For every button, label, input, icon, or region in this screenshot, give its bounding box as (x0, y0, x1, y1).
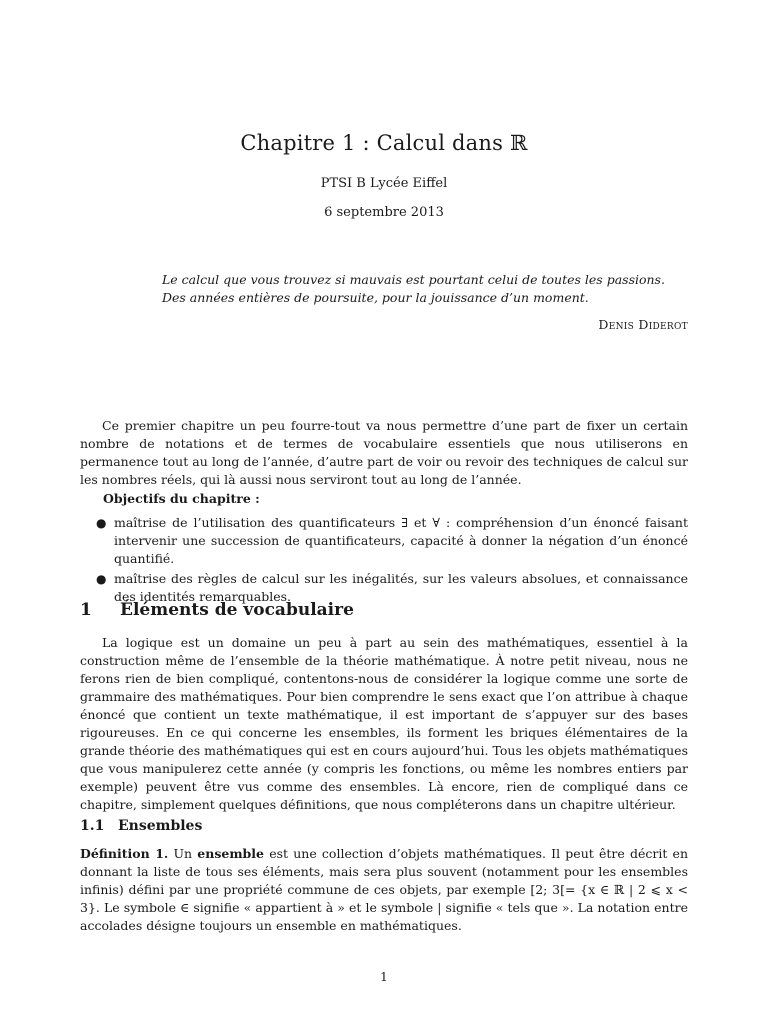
section-title: Éléments de vocabulaire (120, 600, 354, 620)
definition-paragraph (80, 845, 688, 935)
definition-pre: Un (173, 846, 193, 861)
section-number: 1 (80, 600, 92, 620)
intro-paragraph: Ce premier chapitre un peu fourre-tout va nous permettre d’une part de fixer un certain nombre de notations et de termes de vocabulaire essentiels que nous utiliserons en permanence tout au long de l’année, d’autre part de voir ou revoir des techniques de calcul sur les nombres réels, qui là aussi nous serviront tout au long de l’année. (80, 418, 688, 487)
epigraph-line-2: Des années entières de poursuite, pour la jouissance d’un moment. (162, 290, 589, 305)
page-number: 1 (380, 970, 388, 984)
section-paragraph: La logique est un domaine un peu à part au sein des mathématiques, essentiel à la construction même de l’ensemble de la théorie mathématique. À notre petit niveau, nous ne ferons rien de bien compliqué, contentons-nous de considérer la logique comme une sorte de grammaire des mathématiques. Pour bien comprendre le sens exact que l’on attribue à chaque énoncé que contient un texte mathématique, il est important de s’appuyer sur des bases rigoureuses. En ce qui concerne les ensembles, ils forment les briques élémentaires de la grande théorie des mathématiques qui est en cours aujourd’hui. Tous les objets mathématiques que vous manipulerez cette année (y compris les fonctions, ou même les nombres entiers par exemple) peuvent être vus comme des ensembles. Là encore, rien de compliqué dans ce chapitre, simplement quelques définitions, que nous compléterons dans un chapitre ultérieur. (80, 635, 688, 812)
author-line: PTSI B Lycée Eiffel (320, 176, 448, 191)
epigraph-quote (162, 271, 702, 307)
objectives-heading: Objectifs du chapitre : (103, 491, 260, 506)
epigraph-attribution: Denis Diderot (598, 317, 688, 332)
objective-text: maîtrise des règles de calcul sur les inégalités, sur les valeurs absolues, et connaissance des identités remarquables. (114, 571, 688, 604)
date-line: 6 septembre 2013 (324, 205, 444, 220)
objective-text: maîtrise de l’utilisation des quantificateurs ∃ et ∀ : compréhension d’un énoncé faisant intervenir une succession de quantificateurs, capacité à donner la négation d’un énoncé quantifié. (114, 515, 688, 566)
definition-term: ensemble (197, 846, 264, 861)
definition-text: est une collection d’objets mathématiques. Il peut être décrit en donnant la liste de tous ses éléments, mais sera plus souvent (notamment pour les ensembles infinis) défini par une propriété commune de ces objets, par exemple [2; 3[= {x ∈ ℝ | 2 ⩽ x < 3}. Le symbole ∈ signifie « appartient à » et le symbole | signifie « tels que ». La notation entre accolades désigne toujours un ensemble en mathématiques. (80, 846, 688, 933)
chapter-title: Chapitre 1 : Calcul dans ℝ (240, 131, 528, 155)
subsection-heading (80, 818, 202, 834)
bullet-icon: ● (96, 572, 107, 586)
definition-label: Définition 1. (80, 846, 169, 861)
section-heading (80, 600, 354, 620)
subsection-title: Ensembles (118, 818, 203, 834)
objectives-list (96, 514, 688, 608)
bullet-icon: ● (96, 516, 107, 530)
list-item (96, 514, 688, 568)
epigraph-line-1: Le calcul que vous trouvez si mauvais est pourtant celui de toutes les passions. (162, 272, 665, 287)
subsection-number: 1.1 (80, 818, 105, 834)
